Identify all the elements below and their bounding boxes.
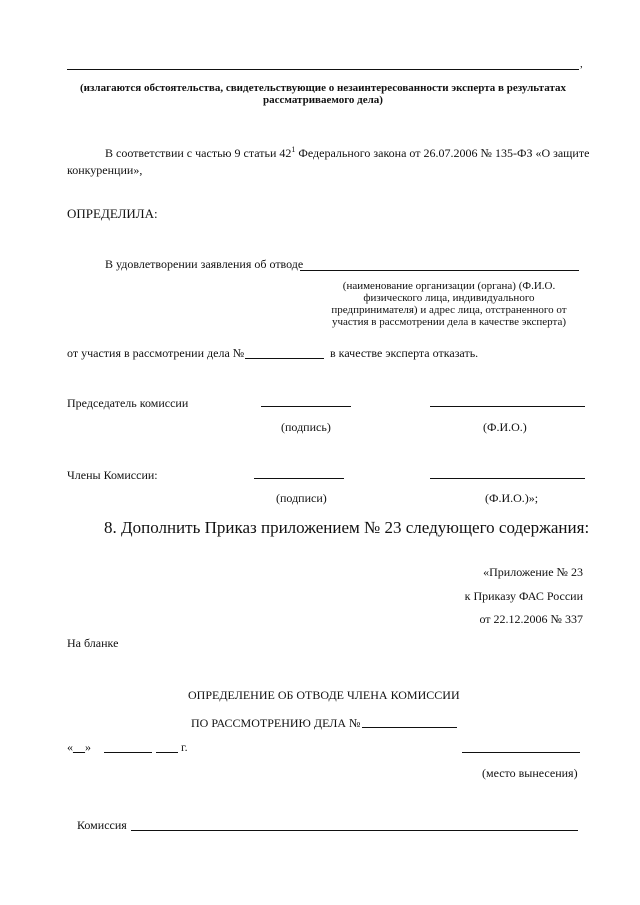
fio-caption-2: (Ф.И.О.)»; (485, 491, 539, 505)
recusal-blank (300, 270, 579, 271)
date-line: «__» (67, 740, 91, 754)
signature-caption: (подпись) (281, 420, 331, 434)
order-date-label: от 22.12.2006 № 337 (479, 612, 583, 626)
top-comma: , (580, 58, 583, 70)
document-title: ОПРЕДЕЛЕНИЕ ОБ ОТВОДЕ ЧЛЕНА КОМИССИИ (188, 688, 460, 702)
chairman-signature-line (261, 406, 351, 407)
organization-note: (наименование организации (органа) (Ф.И.О. физического лица, индивидуального предпринимателя) и адрес лица, отстраненного от участия в рассмотрении дела в качестве эксперта) (331, 280, 567, 328)
determined-heading: ОПРЕДЕЛИЛА: (67, 206, 158, 221)
case-refusal-prefix: от участия в рассмотрении дела № (67, 346, 245, 360)
members-name-line (430, 478, 585, 479)
commission-label: Комиссия (77, 818, 127, 832)
fio-caption: (Ф.И.О.) (483, 420, 527, 434)
place-line (462, 752, 580, 753)
members-label: Члены Комиссии: (67, 468, 158, 482)
appendix-label: «Приложение № 23 (483, 565, 583, 579)
circumstances-note (67, 82, 579, 106)
item-8: 8. Дополнить Приказ приложением № 23 следующего содержания: (104, 518, 590, 537)
case-title-blank (362, 727, 457, 728)
top-fill-line (67, 69, 579, 70)
case-refusal-suffix: в качестве эксперта отказать. (330, 346, 479, 360)
case-number-blank (245, 358, 324, 359)
circumstances-note-line-1: (излагаются обстоятельства, свидетельствующие о незаинтересованности эксперта в результатах (80, 82, 566, 94)
chairman-name-line (430, 406, 585, 407)
year-blank (156, 752, 178, 753)
members-signature-line (254, 478, 344, 479)
to-order-label: к Приказу ФАС России (464, 589, 583, 603)
on-form-label: На бланке (67, 636, 119, 650)
case-title-prefix: ПО РАССМОТРЕНИЮ ДЕЛА № (191, 716, 361, 730)
law-reference-line-2: конкуренции», (67, 163, 143, 177)
law-reference: В соответствии с частью 9 статьи $42^1$ Федерального закона от 26.07.2006 № 135-ФЗ «О защите (105, 145, 590, 160)
commission-line (131, 830, 578, 831)
month-blank (104, 752, 152, 753)
recusal-statement: В удовлетворении заявления об отводе (105, 257, 304, 271)
day-blank: __ (73, 740, 85, 754)
law-ref-superscript: 1 (291, 145, 296, 154)
circumstances-note-line-2: рассматриваемого дела) (263, 94, 383, 106)
year-suffix: г. (181, 740, 188, 754)
place-caption: (место вынесения) (482, 766, 578, 780)
signatures-caption: (подписи) (276, 491, 327, 505)
chairman-label: Председатель комиссии (67, 396, 189, 410)
